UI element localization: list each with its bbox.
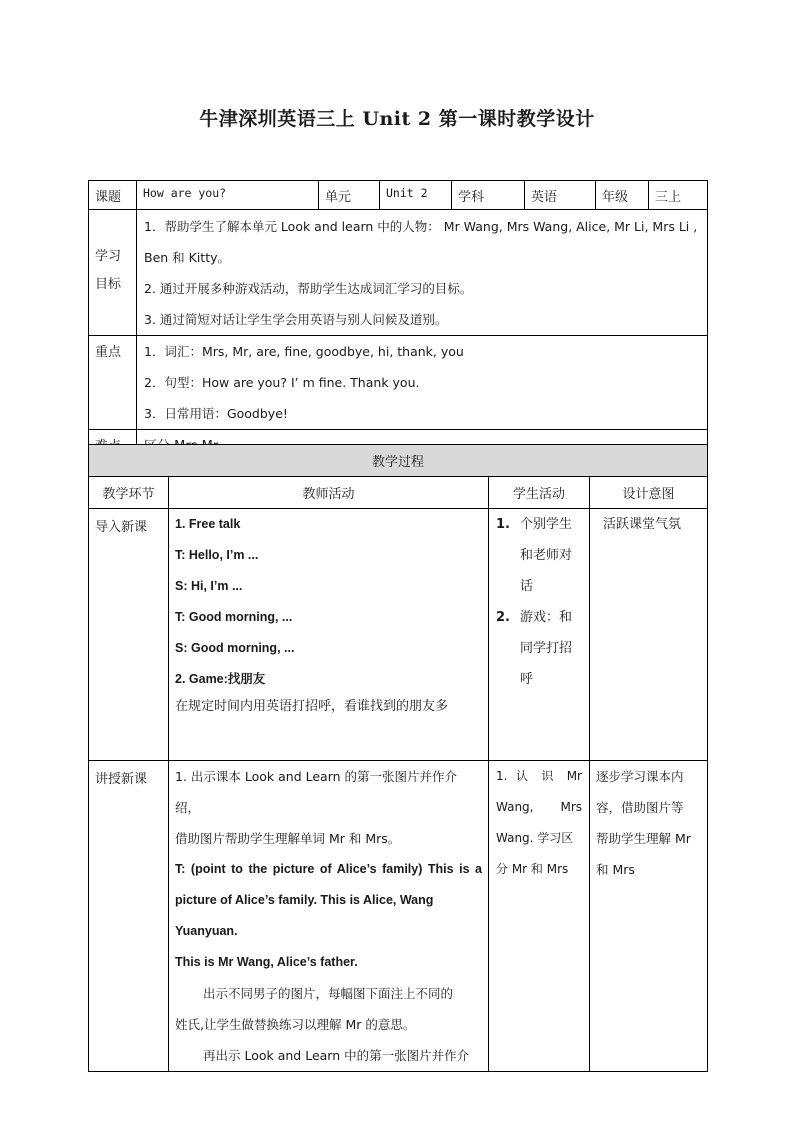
teacher-line: S: Good morning, ... [175, 641, 295, 655]
teacher-line: 借助图片帮助学生理解单词 Mr 和 Mrs。 [175, 831, 401, 846]
objective-item-3: 3. 通过简短对话让学生学会用英语与别人问候及道别。 [144, 312, 448, 327]
key-point-3: 3．日常用语：Goodbye! [144, 406, 288, 421]
teacher-line: This is Mr Wang, Alice’s father. [175, 955, 358, 969]
grade-label: 年级 [596, 181, 649, 210]
teacher-activity-new [169, 761, 489, 1072]
teacher-line: 在规定时间内用英语打招呼，看谁找到的朋友多 [175, 699, 449, 714]
teacher-line: S: Hi, I’m ... [175, 579, 243, 593]
unit-value: Unit 2 [380, 181, 452, 210]
teacher-line: 1. Free talk [175, 517, 241, 531]
design-intent-new: 逐步学习课本内 容，借助图片等 帮助学生理解 Mr 和 Mrs [590, 761, 708, 1072]
teacher-line: 出示不同男子的图片，每幅图下面注上不同的 [203, 986, 454, 1001]
lesson-info-table [88, 180, 708, 457]
objective-item-1: 1．帮助学生了解本单元 Look and learn 中的人物： Mr Wang, Mrs Wang, Alice, Mr Li, Mrs Li , [144, 219, 698, 234]
student-activity-new: 1. 认 识 Mr Wang, Mrs Wang. 学习区 分 Mr 和 Mrs [489, 761, 590, 1072]
document-title: 牛津深圳英语三上 Unit 2 第一课时教学设计 [199, 108, 595, 130]
key-point-2: 2．句型：How are you? I’ m fine. Thank you. [144, 375, 420, 390]
stage-intro: 导入新课 [89, 509, 169, 761]
objective-item-2: 2. 通过开展多种游戏活动，帮助学生达成词汇学习的目标。 [144, 281, 473, 296]
student-activity-intro: 1. 个别学生 和老师对 话 2. 游戏：和 同学打招 呼 [489, 509, 590, 761]
teacher-line: T: Hello, I’m ... [175, 548, 259, 562]
teacher-line: 2. Game:找朋友 [175, 672, 266, 686]
teacher-line: T: Good morning, ... [175, 610, 293, 624]
student-item-number: 2. [496, 610, 510, 625]
objectives-label: 学习 目标 [89, 210, 137, 336]
teacher-activity-intro [169, 509, 489, 761]
unit-label: 单元 [319, 181, 380, 210]
objectives-content [137, 210, 708, 336]
student-item-number: 1. [496, 517, 510, 532]
teacher-line: 1. 出示课本 Look and Learn 的第一张图片并作介绍， [175, 769, 458, 815]
topic-value: How are you? [137, 181, 319, 210]
subject-label: 学科 [452, 181, 525, 210]
subject-value: 英语 [525, 181, 596, 210]
teacher-line: 姓氏,让学生做替换练习以理解 Mr 的意思。 [175, 1017, 416, 1032]
grade-value: 三上 [649, 181, 708, 210]
header-student: 学生活动 [489, 477, 590, 509]
key-points-content [137, 336, 708, 430]
key-point-1: 1．词汇：Mrs, Mr, are, fine, goodbye, hi, thank, you [144, 344, 464, 359]
process-banner: 教学过程 [89, 445, 708, 477]
teacher-line: 再出示 Look and Learn 中的第一张图片并作介 [203, 1048, 470, 1063]
teacher-line: T: (point to the picture of Alice’s family) This is a [175, 862, 482, 876]
header-teacher: 教师活动 [169, 477, 489, 509]
header-stage: 教学环节 [89, 477, 169, 509]
teacher-line: picture of Alice’s family. This is Alice, Wang Yuanyuan. [175, 893, 434, 938]
stage-new-lesson: 讲授新课 [89, 761, 169, 1072]
key-points-label: 重点 [89, 336, 137, 430]
header-intent: 设计意图 [590, 477, 708, 509]
teaching-process-table [88, 444, 708, 1072]
design-intent-intro: 活跃课堂气氛 [590, 509, 708, 761]
topic-label: 课题 [89, 181, 137, 210]
objective-item-1-cont: Ben 和 Kitty。 [144, 250, 231, 265]
